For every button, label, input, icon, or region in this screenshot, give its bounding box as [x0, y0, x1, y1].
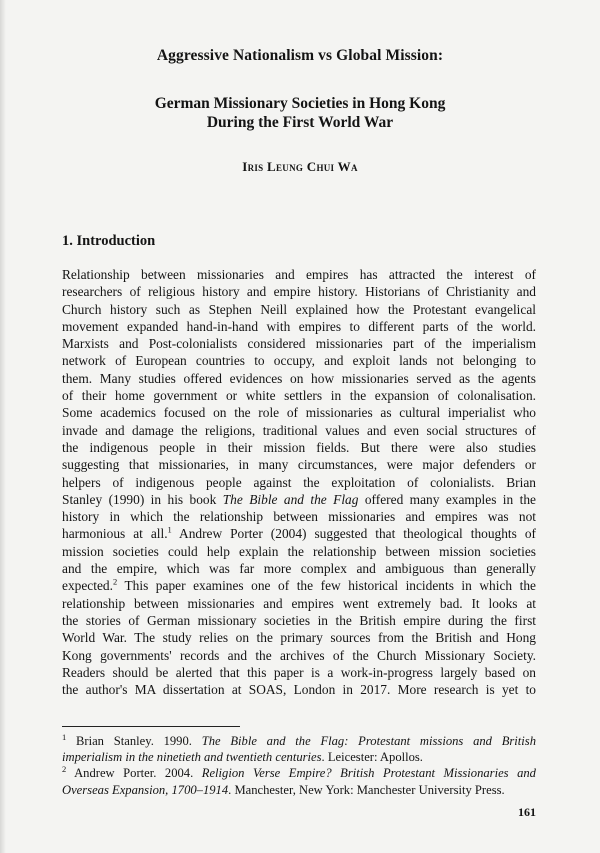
body-line: researchers of religious history and empire history. Historians of Christianity and — [62, 284, 536, 300]
body-line: the indigenous people in their mission fields. But there were also studies — [62, 439, 536, 455]
body-line: the author's MA dissertation at SOAS, London in 2017. More research is yet to — [62, 682, 536, 698]
footnote-text: . Manchester, New York: Manchester University Press. — [228, 782, 505, 797]
body-line: World War. The study relies on the primary sources from the British and Hong — [62, 630, 536, 646]
body-line-text: Stanley (1990) in his book — [62, 491, 223, 507]
footnote-2-line — [62, 782, 536, 798]
body-line: of their home government or white settlers in the expansion of colonalisation. — [62, 388, 536, 404]
footnote-1-line — [62, 749, 536, 765]
footnote-title: Overseas Expansion, 1700–1914 — [62, 782, 229, 797]
footnote-2-line — [62, 765, 536, 781]
body-line: mission societies could help explain the relationship between mission societies — [62, 543, 536, 559]
body-line: them. Many studies offered evidences on how missionaries served as the agents — [62, 370, 536, 386]
body-line: and the empire, which was far more complex and ambiguous than generally — [62, 561, 536, 577]
body-line: Church history such as Stephen Neill explained how the Protestant evangelical — [62, 301, 536, 317]
body-line-with-footnote — [62, 577, 536, 594]
footnote-text: . Leicester: Apollos. — [321, 750, 423, 765]
section-heading: 1. Introduction — [62, 233, 156, 249]
body-line-with-footnote — [62, 525, 536, 542]
footnote-title: imperialism in the ninetieth and twentieth centuries — [62, 750, 322, 765]
body-line-text: This paper examines one of the few historical incidents in which the — [117, 578, 536, 594]
footnote-1-line — [62, 733, 536, 749]
title-line-1: Aggressive Nationalism vs Global Mission: — [156, 47, 444, 64]
body-line: invade and damage the religions, traditional values and even social structures of — [62, 422, 536, 438]
body-line: history in which the relationship between missionaries and empires was not — [62, 509, 536, 525]
footnote-text: Brian Stanley. 1990. — [66, 734, 202, 748]
footnotes — [62, 733, 536, 798]
title-line-2: German Missionary Societies in Hong Kong — [154, 95, 446, 112]
body-line-with-title — [62, 491, 536, 508]
body-line-text: harmonious at all. — [62, 526, 168, 542]
footnote-title: Religion Verse Empire? British Protestant Missionaries and — [201, 766, 536, 781]
footnote-number: 1 — [62, 731, 67, 742]
footnote-text: Andrew Porter. 2004. — [66, 766, 202, 781]
footnote-divider — [62, 726, 240, 727]
body-line: movement expanded hand-in-hand with empires to different parts of the world. — [62, 318, 536, 334]
footnote-number: 2 — [62, 764, 67, 775]
body-line: suggesting that missionaries, in many circumstances, were major defenders or — [62, 457, 536, 473]
footnote-reference[interactable]: 2 — [112, 576, 118, 587]
body-text — [62, 266, 536, 698]
body-line: relationship between missionaries and empires went extremely bad. It looks at — [62, 595, 536, 611]
body-line-text: Andrew Porter (2004) suggested that theological thoughts of — [171, 526, 536, 542]
body-line-text: offered many examples in the — [358, 491, 536, 507]
body-line: Readers should be alerted that this paper is a work-in-progress largely based on — [62, 664, 536, 680]
body-line-text: expected. — [62, 578, 113, 594]
book-title: The Bible and the Flag — [222, 491, 359, 507]
title-line-3: During the First World War — [206, 114, 394, 131]
body-line: Marxists and Post-colonialists considered missionaries part of the imperialism — [62, 336, 536, 352]
body-line: helpers of indigenous people against the exploitation of colonialists. Brian — [62, 474, 536, 490]
body-line: Relationship between missionaries and empires has attracted the interest of — [62, 267, 536, 282]
body-line: Some academics focused on the role of missionaries as cultural imperialist who — [62, 405, 536, 421]
footnote-reference[interactable]: 1 — [167, 524, 172, 535]
body-line: the stories of German missionary societies in the British empire during the first — [62, 612, 536, 628]
footnote-title: The Bible and the Flag: Protestant missions and British — [201, 734, 537, 748]
author-name: Iris Leung Chui Wa — [242, 159, 358, 174]
subtitle — [0, 94, 600, 132]
body-line: Kong governments' records and the archives of the Church Missionary Society. — [62, 647, 536, 663]
page-number: 161 — [518, 805, 536, 819]
body-line: network of European countries to occupy, and exploit lands not belonging to — [62, 353, 536, 369]
